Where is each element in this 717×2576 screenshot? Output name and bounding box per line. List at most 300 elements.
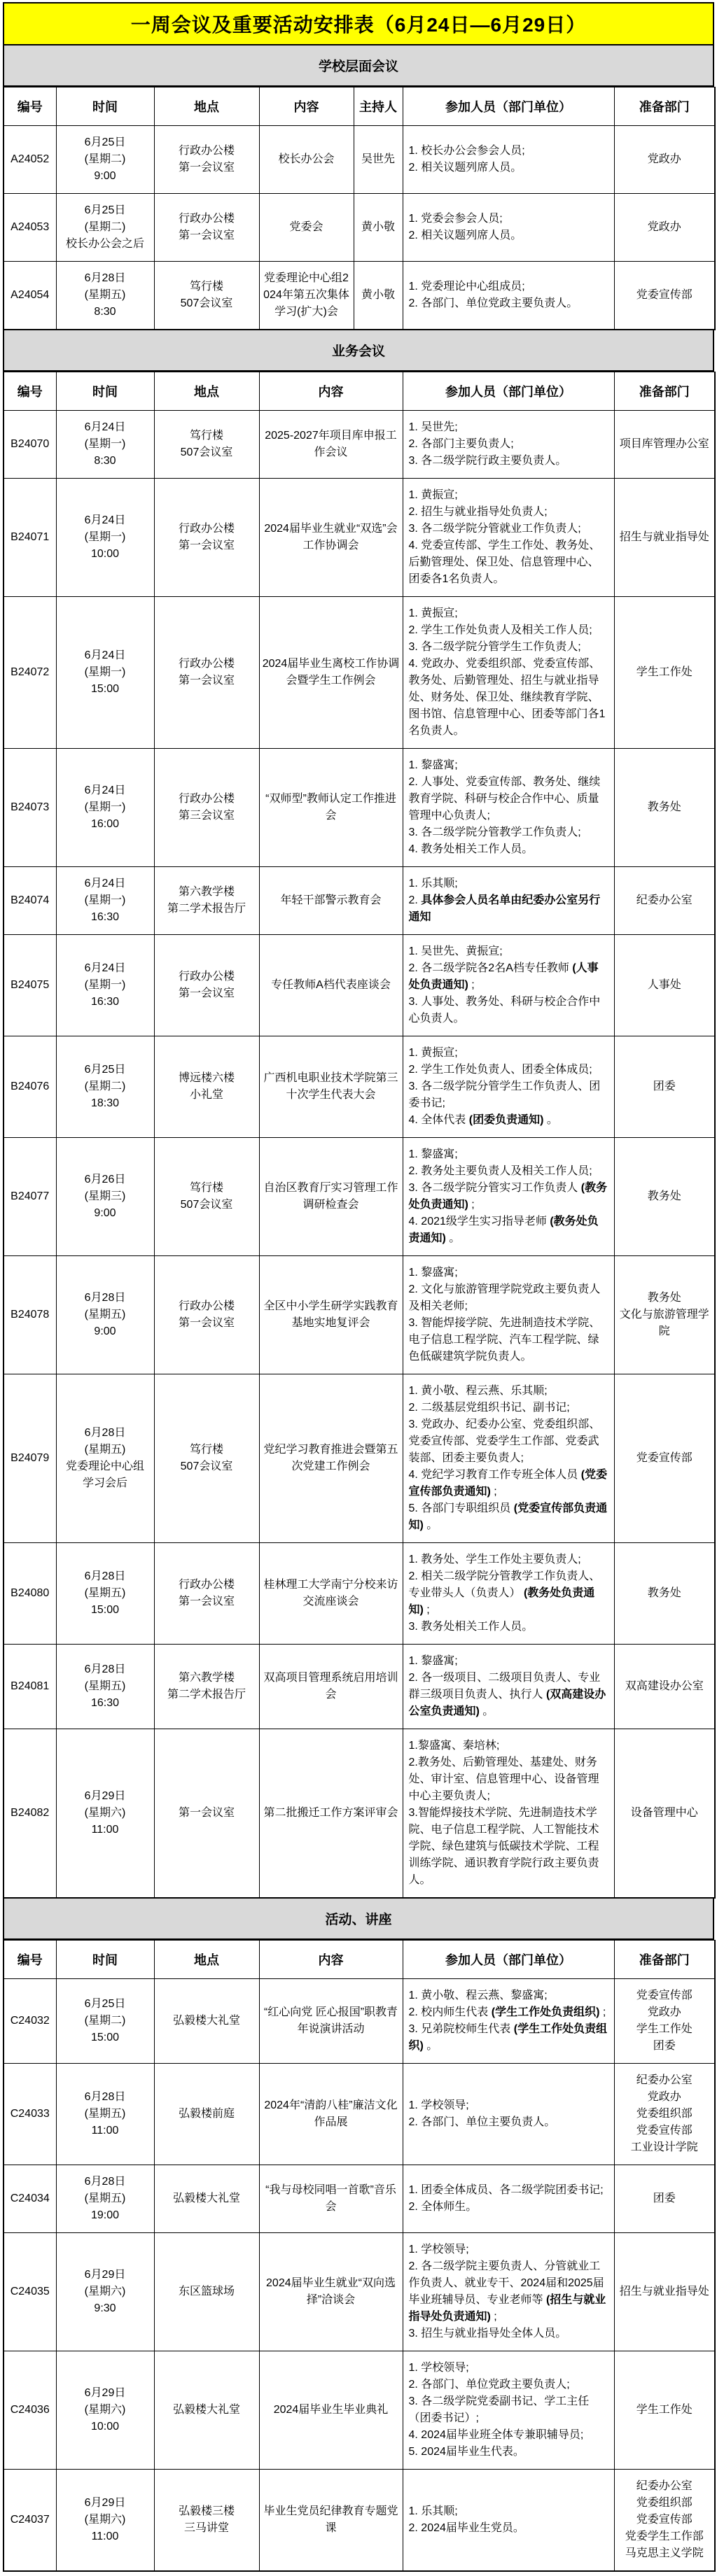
text-line: 11:00 bbox=[91, 2531, 119, 2542]
participant-item bbox=[409, 1383, 608, 1400]
text-line: 6月28日 bbox=[84, 1663, 126, 1675]
text-line: 第三会议室 bbox=[178, 810, 235, 822]
participant-item bbox=[409, 1805, 608, 1889]
text-line: 团委 bbox=[653, 2040, 676, 2052]
participant-item bbox=[409, 2503, 608, 2520]
participant-item bbox=[409, 436, 608, 453]
text-line: 第六教学楼 bbox=[178, 1672, 235, 1684]
participant-item bbox=[409, 160, 608, 176]
participant-text: 1. 黄振宣; bbox=[408, 1047, 458, 1059]
cell-place bbox=[154, 935, 259, 1036]
text-line: 第一会议室 bbox=[178, 162, 235, 174]
participant-item bbox=[409, 994, 608, 1027]
text-line: (星期五) bbox=[84, 2193, 126, 2204]
text-line: 6月29日 bbox=[84, 2269, 126, 2281]
text-line: 弘毅楼大礼堂 bbox=[172, 2193, 240, 2204]
participant-item bbox=[409, 1619, 608, 1635]
participant-text: 1. 黎盛寓; bbox=[408, 1148, 458, 1160]
text-line: 6月25日 bbox=[84, 1064, 126, 1076]
cell-time bbox=[56, 194, 154, 262]
column-header: 编号 bbox=[4, 1941, 56, 1979]
participant-text: 4. 教务处相关工作人员。 bbox=[408, 843, 534, 855]
cell-prep bbox=[614, 2351, 715, 2470]
cell-prep bbox=[614, 194, 715, 262]
participant-text: 1. 党委理论中心组成员; bbox=[408, 281, 525, 293]
text-line: 弘毅楼大礼堂 bbox=[172, 2015, 240, 2027]
text-line: (星期一) bbox=[84, 438, 126, 450]
column-header: 编号 bbox=[4, 87, 56, 126]
participant-item bbox=[409, 757, 608, 774]
participant-note-bold: (双高建设办公室负责通知) bbox=[408, 1689, 606, 1717]
participant-text: 1. 团委全体成员、各二级学院团委书记; bbox=[408, 2184, 604, 2196]
text-line: 6月24日 bbox=[84, 514, 126, 526]
text-line: 学生工作处 bbox=[636, 2404, 692, 2416]
cell-prep bbox=[614, 126, 715, 194]
schedule-page bbox=[3, 0, 714, 2576]
text-line: 11:00 bbox=[91, 1824, 119, 1836]
participant-item bbox=[409, 774, 608, 824]
participant-item bbox=[409, 1987, 608, 2004]
participant-text: 1. 吴世先、黄振宣; bbox=[408, 945, 503, 957]
text-line: 小礼堂 bbox=[189, 1089, 223, 1101]
text-line: 第六教学楼 bbox=[178, 886, 235, 898]
participant-text: 。 bbox=[423, 2040, 438, 2052]
cell-prep bbox=[614, 1036, 715, 1138]
participant-item bbox=[409, 227, 608, 244]
participant-text: 1. 学校领导; bbox=[408, 2244, 469, 2255]
cell-content: 党纪学习教育推进会暨第五次党建工作例会 bbox=[259, 1374, 403, 1543]
participant-text: 2. 各二级学院各2名A档专任教师 bbox=[408, 962, 573, 974]
text-line: 行政办公楼 bbox=[178, 1300, 235, 1312]
cell-participants bbox=[403, 1729, 614, 1899]
text-line: 507会议室 bbox=[180, 1461, 233, 1472]
text-line: 三马讲堂 bbox=[183, 2522, 229, 2534]
text-line: (星期二) bbox=[84, 153, 126, 165]
cell-id: C24032 bbox=[4, 1979, 56, 2064]
table-row bbox=[4, 1543, 715, 1645]
cell-place bbox=[154, 597, 259, 749]
text-line: 教务处 bbox=[647, 801, 681, 813]
participant-item bbox=[409, 143, 608, 160]
cell-id: B24082 bbox=[4, 1729, 56, 1899]
text-line: 纪委办公室 bbox=[636, 894, 692, 906]
cell-id: C24033 bbox=[4, 2064, 56, 2165]
cell-prep bbox=[614, 1979, 715, 2064]
participant-text: 3. 智能焊接学院、先进制造技术学院、电子信息工程学院、汽车工程学院、绿色低碳建筑学院负责人。 bbox=[408, 1317, 601, 1363]
text-line: 笃行楼 bbox=[189, 281, 223, 293]
cell-time bbox=[56, 1645, 154, 1729]
text-line: 党政办 bbox=[647, 2091, 681, 2103]
cell-participants bbox=[403, 1543, 614, 1645]
cell-time bbox=[56, 2064, 154, 2165]
cell-prep bbox=[614, 1374, 715, 1543]
cell-prep bbox=[614, 2233, 715, 2351]
participant-text: 4. 2021级学生实习指导老师 bbox=[408, 1216, 550, 1227]
cell-place bbox=[154, 1256, 259, 1374]
text-line: (星期五) bbox=[84, 2108, 126, 2120]
cell-content: 毕业生党员纪律教育专题党课 bbox=[259, 2470, 403, 2572]
participant-text: ; bbox=[490, 2311, 497, 2323]
cell-place bbox=[154, 1543, 259, 1645]
participant-item bbox=[409, 1213, 608, 1247]
participant-text: 5. 各部门专职组织员 bbox=[408, 1502, 514, 1514]
participant-note-bold: (团委负责通知) bbox=[468, 1114, 544, 1126]
cell-time bbox=[56, 1543, 154, 1645]
cell-content: 2024届毕业生离校工作协调会暨学生工作例会 bbox=[259, 597, 403, 749]
cell-time bbox=[56, 1729, 154, 1899]
text-line: 6月24日 bbox=[84, 878, 126, 889]
participant-note-bold: (学生工作处负责组织) bbox=[491, 2006, 600, 2018]
text-line: (星期五) bbox=[84, 1587, 126, 1599]
participant-item bbox=[409, 2258, 608, 2325]
text-line: 党政办 bbox=[647, 153, 681, 165]
cell-id: C24036 bbox=[4, 2351, 56, 2470]
participant-item bbox=[409, 279, 608, 295]
participant-item bbox=[409, 1568, 608, 1619]
table-row bbox=[4, 479, 715, 597]
table-row bbox=[4, 1138, 715, 1256]
column-header: 参加人员（部门单位） bbox=[403, 1941, 614, 1979]
text-line: 507会议室 bbox=[180, 1199, 233, 1211]
participant-text: ; bbox=[599, 2006, 606, 2018]
text-line: 弘毅楼前庭 bbox=[178, 2108, 235, 2120]
text-line: 第一会议室 bbox=[178, 1596, 235, 1607]
text-line: 6月26日 bbox=[84, 1174, 126, 1185]
text-line: 纪委办公室 bbox=[636, 2074, 692, 2086]
section-title-3: 活动、讲座 bbox=[3, 1899, 714, 1940]
text-line: (星期六) bbox=[84, 1807, 126, 1819]
text-line: 学生工作处 bbox=[636, 666, 692, 678]
participant-item bbox=[409, 2427, 608, 2444]
participant-note-bold: (人事处负责通知) bbox=[408, 962, 599, 991]
text-line: 党委宣传部 bbox=[636, 2125, 692, 2137]
cell-id: B24070 bbox=[4, 411, 56, 479]
cell-participants bbox=[403, 194, 614, 262]
cell-participants bbox=[403, 2165, 614, 2233]
participant-text: 2. 学生工作处负责人及相关工作人员; bbox=[408, 624, 592, 636]
text-line: 党委宣传部 bbox=[636, 289, 692, 301]
text-line: (星期六) bbox=[84, 2404, 126, 2416]
text-line: 8:30 bbox=[94, 455, 116, 467]
participant-text: 2. 学生工作处负责人、团委全体成员; bbox=[408, 1064, 592, 1076]
cell-host: 黄小敬 bbox=[354, 194, 403, 262]
cell-content: “红心向党 匠心报国”职教青年说演讲活动 bbox=[259, 1979, 403, 2064]
text-line: 团委 bbox=[653, 1081, 676, 1092]
text-line: 16:30 bbox=[90, 996, 120, 1008]
cell-place bbox=[154, 479, 259, 597]
text-line: 10:00 bbox=[90, 2421, 120, 2433]
cell-place bbox=[154, 1645, 259, 1729]
participant-item bbox=[409, 537, 608, 588]
text-line: 6月28日 bbox=[84, 1570, 126, 1582]
participant-text: 3. 各二级学院分管学生工作负责人; bbox=[408, 641, 581, 653]
participant-text: 3. 人事处、教务处、科研与校企合作中心负责人。 bbox=[408, 996, 601, 1025]
cell-place bbox=[154, 2165, 259, 2233]
cell-content: 广西机电职业技术学院第三十次学生代表大会 bbox=[259, 1036, 403, 1138]
text-line: 笃行楼 bbox=[189, 430, 223, 442]
text-line: 双高建设办公室 bbox=[625, 1680, 704, 1692]
cell-content: 全区中小学生研学实践教育基地实地复评会 bbox=[259, 1256, 403, 1374]
participant-item bbox=[409, 419, 608, 436]
table-row bbox=[4, 1374, 715, 1543]
cell-place bbox=[154, 1138, 259, 1256]
participant-text: 2. 各二级学院主要负责人、分管就业工作负责人、就业专干、2024届和2025届毕业班辅导员、专业老师等 bbox=[408, 2260, 604, 2306]
text-line: 行政办公楼 bbox=[178, 145, 235, 157]
text-line: 博远楼六楼 bbox=[178, 1072, 235, 1084]
text-line: 6月28日 bbox=[84, 2176, 126, 2188]
text-line: 6月24日 bbox=[84, 962, 126, 974]
participant-text: 1. 校长办公会参会人员; bbox=[408, 145, 525, 157]
cell-prep bbox=[614, 1138, 715, 1256]
cell-content: 党委会 bbox=[259, 194, 354, 262]
cell-prep bbox=[614, 479, 715, 597]
text-line: 文化与旅游管理学院 bbox=[619, 1309, 709, 1337]
text-line: 行政办公楼 bbox=[178, 658, 235, 670]
cell-place bbox=[154, 411, 259, 479]
header-row bbox=[4, 87, 715, 126]
cell-content: 2025-2027年项目库申报工作会议 bbox=[259, 411, 403, 479]
participant-item bbox=[409, 2377, 608, 2393]
cell-prep bbox=[614, 867, 715, 935]
cell-id: C24034 bbox=[4, 2165, 56, 2233]
cell-time bbox=[56, 126, 154, 194]
text-line: 6月29日 bbox=[84, 1790, 126, 1802]
cell-content: 2024届毕业生就业“双向选择”洽谈会 bbox=[259, 2233, 403, 2351]
text-line: 工业设计学院 bbox=[630, 2141, 698, 2153]
cell-content: 专任教师A档代表座谈会 bbox=[259, 935, 403, 1036]
participant-item bbox=[409, 1045, 608, 1062]
cell-place bbox=[154, 2351, 259, 2470]
cell-prep bbox=[614, 2064, 715, 2165]
cell-content: “我与母校同唱一首歌”音乐会 bbox=[259, 2165, 403, 2233]
text-line: 第一会议室 bbox=[178, 675, 235, 687]
cell-time bbox=[56, 935, 154, 1036]
participant-text: 3. 各二级学院分管实习工作负责人 bbox=[408, 1182, 581, 1194]
cell-id: B24072 bbox=[4, 597, 56, 749]
column-header: 准备部门 bbox=[614, 87, 715, 126]
column-header: 准备部门 bbox=[614, 1941, 715, 1979]
text-line: 9:00 bbox=[94, 1325, 116, 1337]
participant-item bbox=[409, 2393, 608, 2427]
cell-content: 2024届毕业生毕业典礼 bbox=[259, 2351, 403, 2470]
cell-time bbox=[56, 2165, 154, 2233]
column-header: 时间 bbox=[56, 372, 154, 411]
text-line: 6月28日 bbox=[84, 1427, 126, 1439]
participant-item bbox=[409, 2182, 608, 2199]
participant-text: 2. 教务处主要负责人及相关工作人员; bbox=[408, 1165, 592, 1177]
participant-text: 1. 黄小敬、程云燕、乐其顺; bbox=[408, 1385, 548, 1397]
text-line: 弘毅楼三楼 bbox=[178, 2505, 235, 2517]
cell-id: B24073 bbox=[4, 749, 56, 867]
table-row bbox=[4, 749, 715, 867]
text-line: 学生工作处 bbox=[636, 2023, 692, 2035]
text-line: 党委宣传部 bbox=[636, 2514, 692, 2526]
participant-text: 。 bbox=[445, 1232, 461, 1244]
participant-text: 3.智能焊接技术学院、先进制造技术学院、电子信息工程学院、人工智能技术学院、绿色建筑与低碳技术学院、工程训练学院、通识教育学院行政主要负责人。 bbox=[408, 1807, 599, 1886]
cell-time bbox=[56, 2470, 154, 2572]
text-line: 第一会议室 bbox=[178, 540, 235, 551]
participant-item bbox=[409, 295, 608, 312]
cell-participants bbox=[403, 2064, 614, 2165]
column-header: 地点 bbox=[154, 87, 259, 126]
cell-id: B24081 bbox=[4, 1645, 56, 1729]
participant-item bbox=[409, 639, 608, 656]
text-line: 6月29日 bbox=[84, 2497, 126, 2509]
cell-time bbox=[56, 2351, 154, 2470]
cell-time bbox=[56, 749, 154, 867]
cell-content: “双师型”教师认定工作推进会 bbox=[259, 749, 403, 867]
participant-item bbox=[409, 453, 608, 470]
cell-id: C24037 bbox=[4, 2470, 56, 2572]
participant-item bbox=[409, 2241, 608, 2258]
participant-text: 3. 各二级学院分管教学工作负责人; bbox=[408, 826, 581, 838]
table-row bbox=[4, 2470, 715, 2572]
text-line: 党委理论中心组 bbox=[65, 1461, 144, 1472]
participant-text: 4. 党委宣传部、学生工作处、教务处、后勤管理处、保卫处、信息管理中心、团委各1名负责人。 bbox=[408, 540, 601, 585]
text-line: 8:30 bbox=[94, 306, 116, 318]
cell-id: B24079 bbox=[4, 1374, 56, 1543]
column-header: 内容 bbox=[259, 87, 354, 126]
text-line: (星期一) bbox=[84, 894, 126, 906]
participant-text: 。 bbox=[543, 1114, 558, 1126]
text-line: 行政办公楼 bbox=[178, 971, 235, 983]
participant-item bbox=[409, 1500, 608, 1534]
participant-text: 1. 吴世先; bbox=[408, 421, 458, 433]
text-line: (星期二) bbox=[84, 1081, 126, 1092]
participant-text: 2. 2024届毕业生党员。 bbox=[408, 2522, 524, 2534]
participant-text: 1. 学校领导; bbox=[408, 2099, 469, 2111]
text-line: 马克思主义学院 bbox=[625, 2547, 704, 2559]
text-line: 第一会议室 bbox=[178, 1317, 235, 1329]
cell-prep bbox=[614, 262, 715, 330]
text-line: 9:30 bbox=[94, 2302, 116, 2314]
text-line: 团委 bbox=[653, 2193, 676, 2204]
cell-content: 第二批搬迁工作方案评审会 bbox=[259, 1729, 403, 1899]
participant-text: 2. 各部门、单位党政主要负责人; bbox=[408, 2379, 570, 2391]
cell-participants bbox=[403, 411, 614, 479]
text-line: 第二学术报告厅 bbox=[167, 1689, 246, 1701]
cell-place bbox=[154, 749, 259, 867]
table-row bbox=[4, 1256, 715, 1374]
cell-place bbox=[154, 1036, 259, 1138]
cell-time bbox=[56, 1256, 154, 1374]
cell-id: B24076 bbox=[4, 1036, 56, 1138]
cell-place bbox=[154, 1729, 259, 1899]
participant-item bbox=[409, 521, 608, 537]
cell-place bbox=[154, 2233, 259, 2351]
cell-prep bbox=[614, 1645, 715, 1729]
text-line: 6月25日 bbox=[84, 204, 126, 216]
participant-note-bold: (教务处负责通知) bbox=[408, 1587, 595, 1616]
cell-content: 2024届毕业生就业“双选”会工作协调会 bbox=[259, 479, 403, 597]
cell-content: 2024年“清韵八桂”廉洁文化作品展 bbox=[259, 2064, 403, 2165]
participant-text: 1. 黄振宣; bbox=[408, 607, 458, 619]
cell-content: 年轻干部警示教育会 bbox=[259, 867, 403, 935]
participant-text: 2. bbox=[408, 894, 422, 906]
text-line: (星期五) bbox=[84, 1680, 126, 1692]
participant-text: 2. 各一级项目、二级项目负责人、专业群三级项目负责人、执行人 bbox=[408, 1672, 601, 1701]
participant-text: 1.黎盛寓、秦培林; bbox=[408, 1740, 500, 1752]
cell-id: B24071 bbox=[4, 479, 56, 597]
participant-item bbox=[409, 1163, 608, 1180]
participant-text: 2. 各部门、单位党政主要负责人。 bbox=[408, 297, 578, 309]
participant-text: 4. 全体代表 bbox=[408, 1114, 469, 1126]
participant-item bbox=[409, 892, 608, 926]
cell-time bbox=[56, 1374, 154, 1543]
section-table-2 bbox=[3, 372, 716, 1899]
text-line: (星期五) bbox=[84, 1309, 126, 1321]
participant-text: 4. 党纪学习教育工作专班全体人员 bbox=[408, 1469, 581, 1481]
text-line: 15:00 bbox=[90, 683, 120, 695]
cell-participants bbox=[403, 1374, 614, 1543]
cell-id: B24078 bbox=[4, 1256, 56, 1374]
cell-time bbox=[56, 597, 154, 749]
participant-text: 3. 各二级学院分管学生工作负责人、团委书记; bbox=[408, 1081, 601, 1109]
text-line: 9:00 bbox=[94, 1207, 116, 1219]
text-line: 6月29日 bbox=[84, 2387, 126, 2399]
text-line: 弘毅楼大礼堂 bbox=[172, 2404, 240, 2416]
cell-participants bbox=[403, 2470, 614, 2572]
participant-item bbox=[409, 841, 608, 858]
participant-item bbox=[409, 1112, 608, 1129]
participant-item bbox=[409, 1400, 608, 1416]
participant-text: ; bbox=[490, 1486, 497, 1498]
cell-place bbox=[154, 2470, 259, 2572]
cell-time bbox=[56, 1979, 154, 2064]
cell-time bbox=[56, 867, 154, 935]
cell-time bbox=[56, 1036, 154, 1138]
participant-item bbox=[409, 1265, 608, 1281]
participant-item bbox=[409, 1467, 608, 1500]
text-line: 16:00 bbox=[90, 818, 120, 830]
participant-item bbox=[409, 605, 608, 622]
cell-participants bbox=[403, 749, 614, 867]
participant-text: 2. 相关议题列席人员。 bbox=[408, 162, 522, 174]
text-line: 校长办公会之后 bbox=[65, 238, 144, 250]
participant-note-bold: (招生与就业指导处负责通知) bbox=[408, 2294, 606, 2323]
participant-item bbox=[409, 1670, 608, 1720]
text-line: (星期二) bbox=[84, 2015, 126, 2027]
text-line: 行政办公楼 bbox=[178, 1579, 235, 1591]
table-row bbox=[4, 2351, 715, 2470]
table-row bbox=[4, 867, 715, 935]
participant-item bbox=[409, 1062, 608, 1078]
participant-text: 2. 人事处、党委宣传部、教务处、继续教育学院、科研与校企合作中心、质量管理中心负责人; bbox=[408, 776, 601, 822]
participant-text: 1. 党委会参会人员; bbox=[408, 213, 503, 225]
text-line: 教务处 bbox=[647, 1292, 681, 1304]
participant-text: 1. 学校领导; bbox=[408, 2362, 469, 2374]
participant-text: 4. 2024届毕业班全体专兼职辅导员; bbox=[408, 2429, 584, 2441]
cell-host: 吴世先 bbox=[354, 126, 403, 194]
text-line: 纪委办公室 bbox=[636, 2480, 692, 2492]
cell-place bbox=[154, 2064, 259, 2165]
text-line: 设备管理中心 bbox=[630, 1807, 698, 1819]
text-line: 6月28日 bbox=[84, 1292, 126, 1304]
participant-text: 1. 黎盛寓; bbox=[408, 1655, 458, 1667]
text-line: 笃行楼 bbox=[189, 1182, 223, 1194]
participant-item bbox=[409, 1281, 608, 1315]
participant-text: 2. 全体师生。 bbox=[408, 2201, 478, 2213]
participant-item bbox=[409, 2520, 608, 2537]
text-line: (星期三) bbox=[84, 1190, 126, 1202]
header-row bbox=[4, 1941, 715, 1979]
participant-item bbox=[409, 875, 608, 892]
column-header: 地点 bbox=[154, 372, 259, 411]
participant-text: 1. 乐其顺; bbox=[408, 878, 458, 889]
cell-prep bbox=[614, 2470, 715, 2572]
cell-id: A24054 bbox=[4, 262, 56, 330]
cell-participants bbox=[403, 935, 614, 1036]
